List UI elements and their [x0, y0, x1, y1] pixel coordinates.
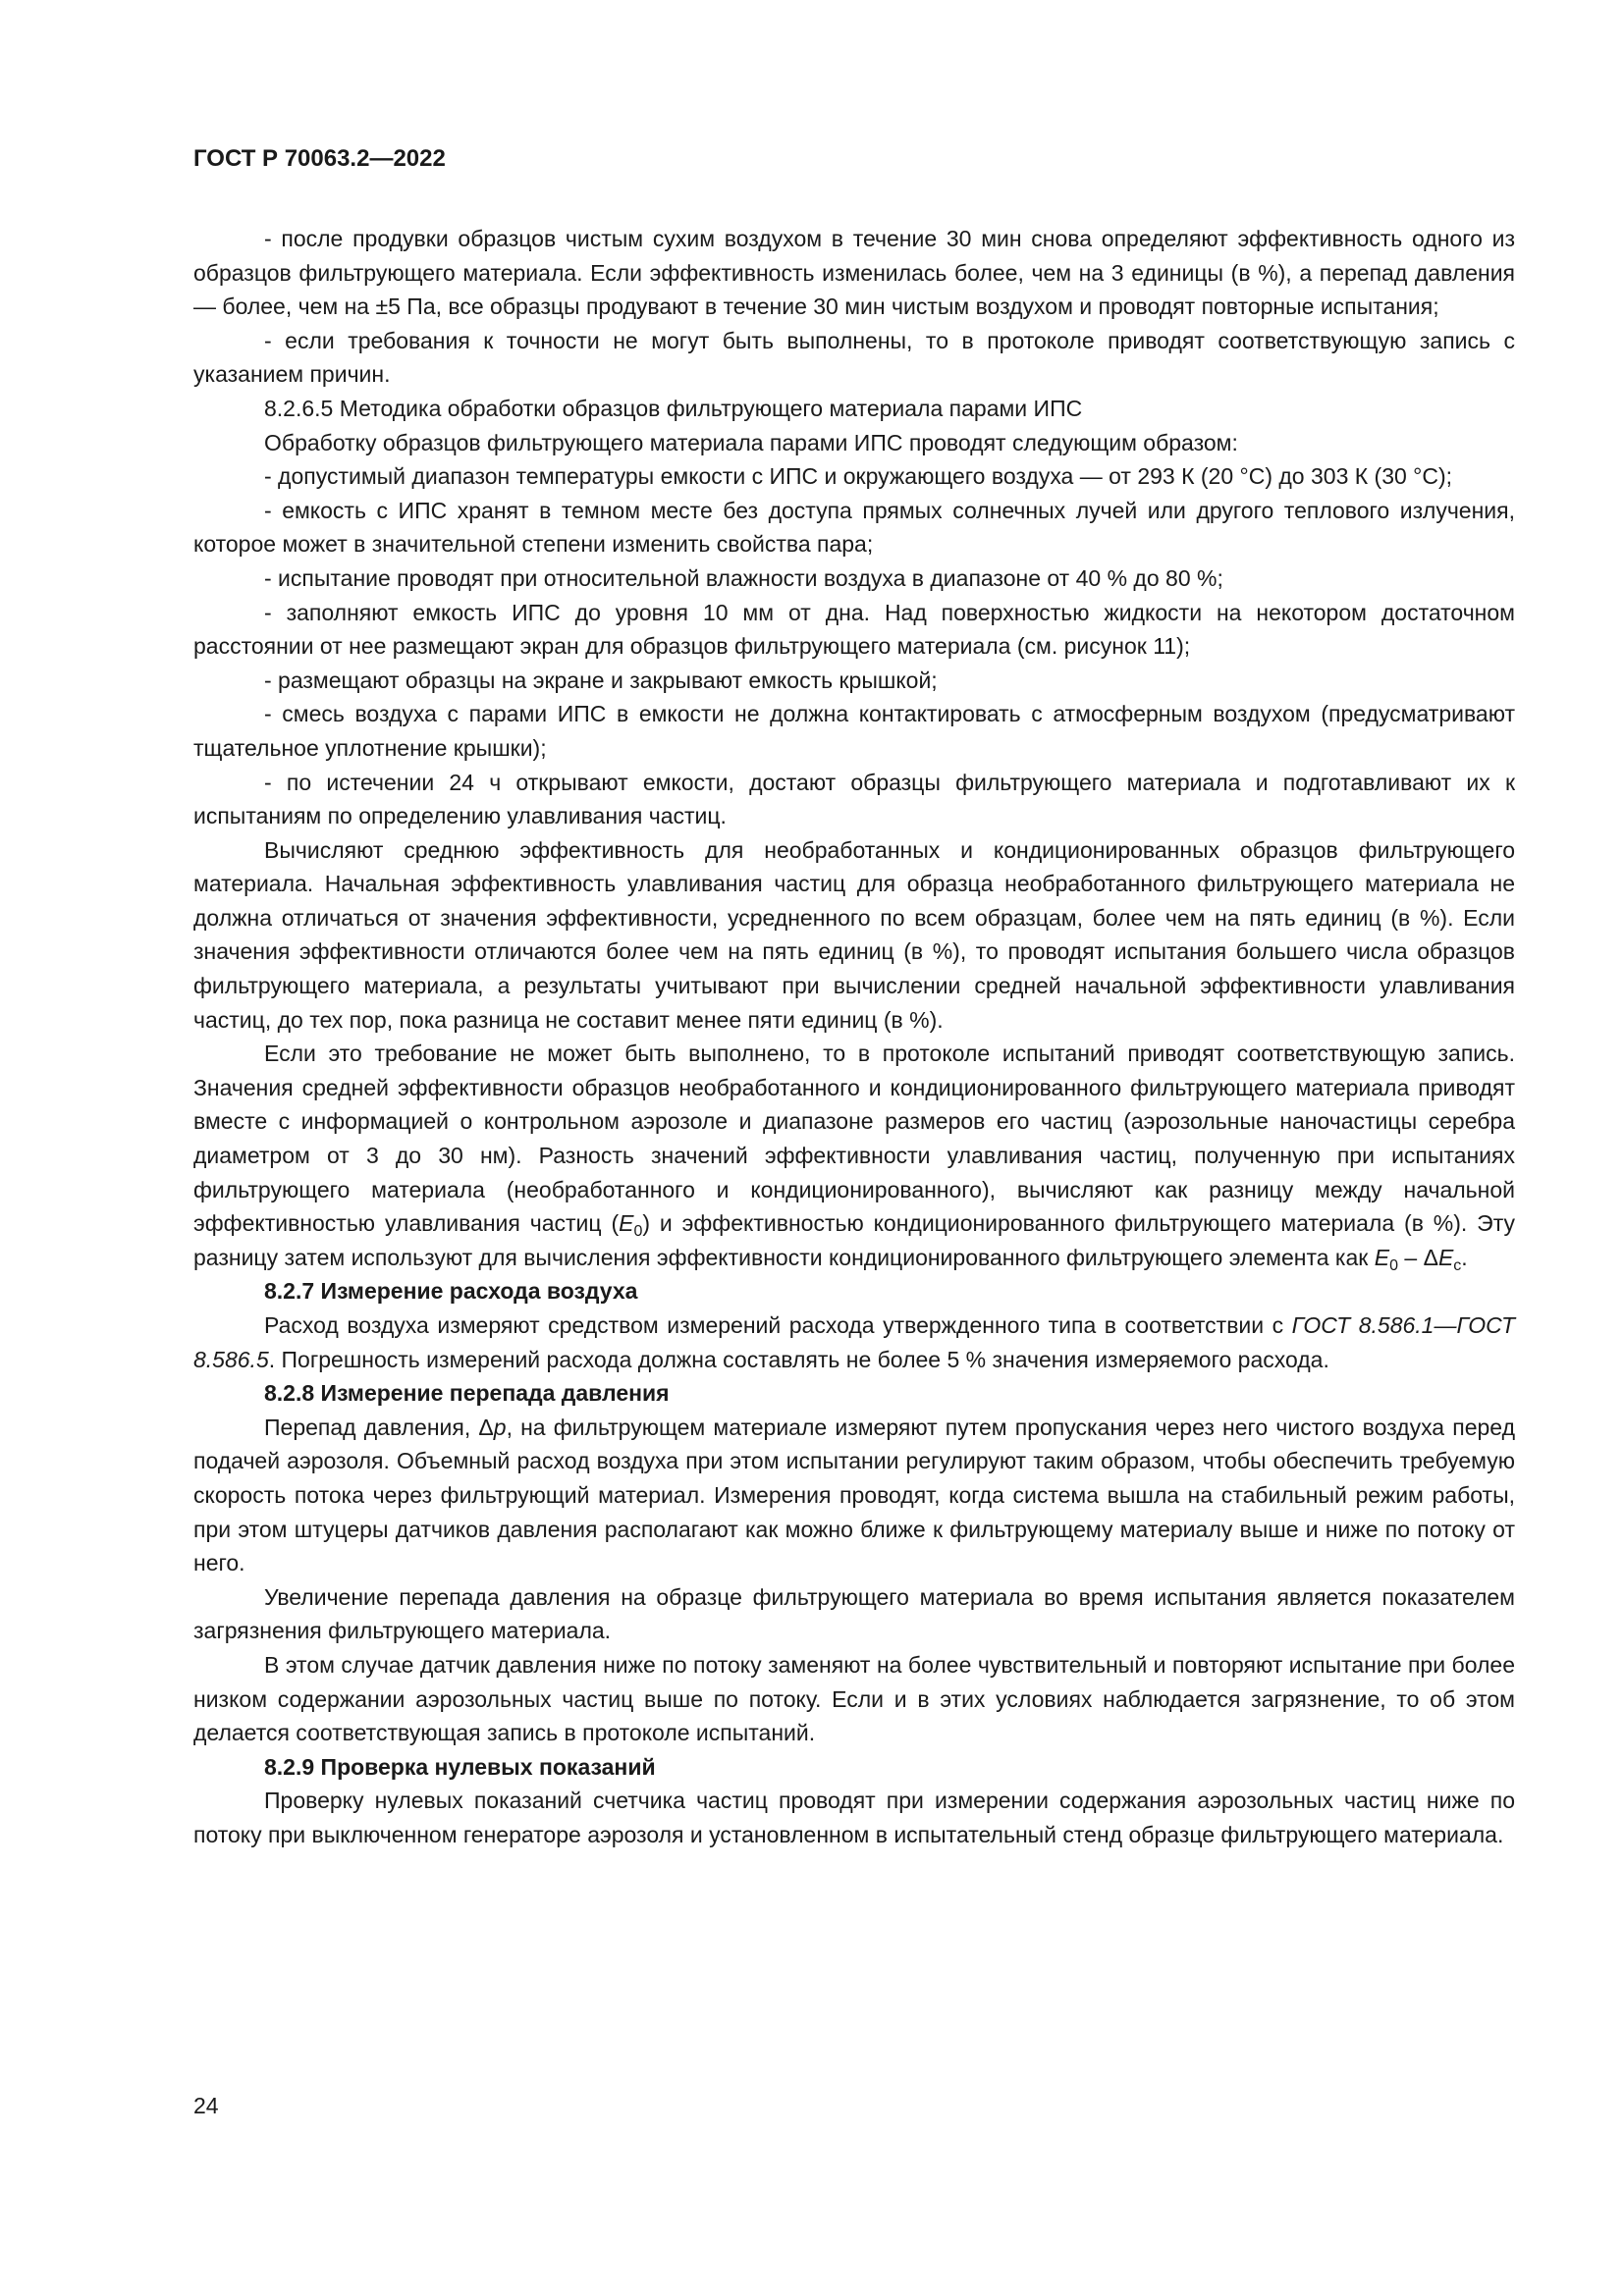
- paragraph: [193, 1308, 1515, 1376]
- section-heading-8-2-8: 8.2.8 Измерение перепада давления: [264, 1380, 670, 1407]
- document-page: [193, 147, 1515, 1852]
- paragraph: В этом случае датчик давления ниже по потоку заменяют на более чувствительный и повторяют испытание при более низком содержании аэрозольных частиц выше по потоку. Если и в этих условиях наблюдается загрязнение, то об этом делается соответствующая запись в протоколе испытаний.: [193, 1651, 1515, 1746]
- paragraph: Обработку образцов фильтрующего материала парами ИПС проводят следующим образом:: [264, 429, 1238, 455]
- paragraph-text: . Погрешность измерений расхода должна составлять не более 5 % значения измеряемого расхода.: [268, 1346, 1329, 1372]
- list-item: - размещают образцы на экране и закрывают емкость крышкой;: [264, 667, 938, 693]
- list-item: - по истечении 24 ч открывают емкости, достают образцы фильтрующего материала и подготавливают их к испытаниям по определению улавливания частиц.: [193, 769, 1515, 829]
- document-body: [193, 222, 1515, 1852]
- paragraph-text: ) и эффективностью кондиционированного фильтрующего материала (в %). Эту разницу затем используют для вычисления эффективности кондиционированного фильтрующего элемента как: [193, 1210, 1515, 1270]
- paragraph-text: Если это требование не может быть выполнено, то в протоколе испытаний приводят соответствующую запись. Значения средней эффективности образцов необработанного и кондиционированного фильтрующего материала приводят вместе с информацией о контрольном аэрозоле и диапазоне размеров его частиц (аэрозольные наночастицы серебра диаметром от 3 до 30 нм). Разность значений эффективности улавливания частиц, полученную при испытаниях фильтрующего материала (необработанного и кондиционированного), вычисляют как разницу между начальной эффективностью улавливания частиц (: [193, 1041, 1515, 1237]
- paragraph-text: Перепад давления, Δ: [264, 1414, 494, 1440]
- formula-subscript: c: [1453, 1256, 1462, 1274]
- section-heading-8-2-9: 8.2.9 Проверка нулевых показаний: [264, 1753, 656, 1780]
- formula-subscript: 0: [633, 1223, 643, 1241]
- formula-symbol: E: [1437, 1244, 1454, 1270]
- page-number: 24: [193, 2093, 219, 2118]
- list-item: - смесь воздуха с парами ИПС в емкости не должна контактировать с атмосферным воздухом (предусматривают тщательное уплотнение крышки);: [193, 701, 1515, 761]
- list-item: - если требования к точности не могут быть выполнены, то в протоколе приводят соответствующую запись с указанием причин.: [193, 327, 1515, 388]
- paragraph: Вычисляют среднюю эффективность для необработанных и кондиционированных образцов фильтрующего материала. Начальная эффективность улавливания частиц для образца необработанного фильтрующего материала не должна отличаться от значения эффективности, усредненного по всем образцам, более чем на пять единиц (в %). Если значения эффективности отличаются более чем на пять единиц (в %), то проводят испытания большего числа образцов фильтрующего материала, а результаты учитывают при вычислении средней начальной эффективности улавливания частиц, до тех пор, пока разница не составит менее пяти единиц (в %).: [193, 836, 1515, 1033]
- document-code-header: ГОСТ Р 70063.2—2022: [193, 145, 446, 172]
- formula-subscript: 0: [1389, 1256, 1398, 1274]
- formula-symbol: p: [493, 1414, 507, 1440]
- list-item: - после продувки образцов чистым сухим воздухом в течение 30 мин снова определяют эффективность одного из образцов фильтрующего материала. Если эффективность изменилась более, чем на 3 единицы (в %), а перепад давления — более, чем на ±5 Па, все образцы продувают в течение 30 мин чистым воздухом и проводят повторные испытания;: [193, 226, 1515, 320]
- paragraph-text: , на фильтрующем материале измеряют путем пропускания через него чистого воздуха перед подачей аэрозоля. Объемный расход воздуха при этом испытании регулируют таким образом, чтобы обеспечить требуемую скорость потока через фильтрующий материал. Измерения проводят, когда система вышла на стабильный режим работы, при этом штуцеры датчиков давления располагают как можно ближе к фильтрующему материалу выше и ниже по потоку от него.: [193, 1414, 1515, 1576]
- formula-operator: – Δ: [1398, 1244, 1438, 1270]
- standard-reference: ГОСТ 8.586.1—ГОСТ 8.586.5: [193, 1312, 1515, 1372]
- paragraph-text: Расход воздуха измеряют средством измерений расхода утвержденного типа в соответствии с: [264, 1312, 1292, 1338]
- paragraph-text: .: [1461, 1244, 1468, 1270]
- list-item: - испытание проводят при относительной влажности воздуха в диапазоне от 40 % до 80 %;: [264, 564, 1223, 591]
- list-item: - емкость с ИПС хранят в темном месте без доступа прямых солнечных лучей или другого теплового излучения, которое может в значительной степени изменить свойства пара;: [193, 497, 1515, 558]
- paragraph: Проверку нулевых показаний счетчика частиц проводят при измерении содержания аэрозольных частиц ниже по потоку при выключенном генераторе аэрозоля и установленном в испытательный стенд образце фильтрующего материала.: [193, 1788, 1515, 1847]
- list-item: - допустимый диапазон температуры емкости с ИПС и окружающего воздуха — от 293 К (20 °С) до 303 К (30 °С);: [264, 463, 1453, 490]
- formula-symbol: E: [619, 1210, 634, 1237]
- clause-title: 8.2.6.5 Методика обработки образцов фильтрующего материала парами ИПС: [264, 395, 1083, 421]
- formula-symbol: E: [1374, 1244, 1390, 1270]
- section-heading-8-2-7: 8.2.7 Измерение расхода воздуха: [264, 1278, 638, 1305]
- paragraph: [193, 1411, 1515, 1580]
- paragraph-efficiency-difference: [193, 1037, 1515, 1274]
- list-item: - заполняют емкость ИПС до уровня 10 мм от дна. Над поверхностью жидкости на некотором достаточном расстоянии от нее размещают экран для образцов фильтрующего материала (см. рисунок 11);: [193, 599, 1515, 660]
- paragraph: Увеличение перепада давления на образце фильтрующего материала во время испытания является показателем загрязнения фильтрующего материала.: [193, 1583, 1515, 1644]
